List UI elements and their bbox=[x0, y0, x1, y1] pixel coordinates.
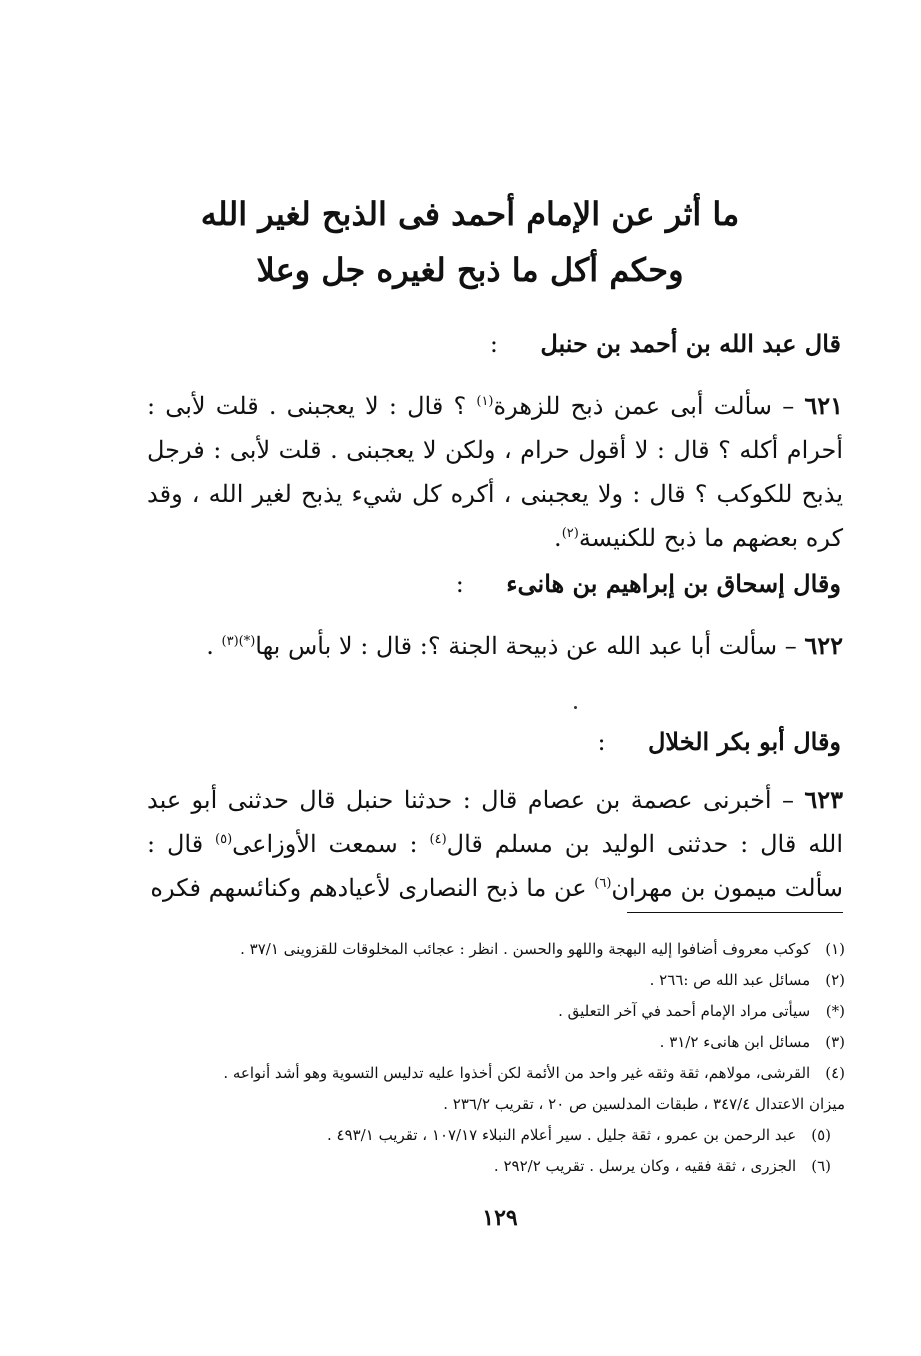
page-number: ١٢٩ bbox=[482, 1205, 518, 1231]
narration-number: ٦٢٢ bbox=[804, 631, 843, 660]
footnote-text: مسائل ابن هانىء ٣١/٢ . bbox=[659, 1033, 811, 1051]
speaker-name: وقال إسحاق بن إبراهيم بن هانىء bbox=[506, 569, 841, 598]
footnote-3 bbox=[145, 1027, 845, 1058]
footnote-5 bbox=[145, 1120, 845, 1151]
speaker-name: وقال أبو بكر الخلال bbox=[647, 727, 841, 756]
footnote-mark: (١) bbox=[825, 940, 845, 958]
narration-622 bbox=[147, 624, 843, 668]
footnote-ref: (٥) bbox=[215, 832, 233, 847]
footnote-divider bbox=[627, 912, 843, 913]
chapter-title-line-2: وحكم أكل ما ذبح لغيره جل وعلا bbox=[256, 251, 684, 289]
narration-text: قال : سألت ميمون بن مهران bbox=[147, 830, 843, 902]
footnote-text: سيأتى مراد الإمام أحمد في آخر التعليق . bbox=[558, 1002, 811, 1020]
footnote-4-continuation: ميزان الاعتدال ٣٤٧/٤ ، طبقات المدلسين ص ٢٠ ، تقريب ٢٣٦/٢ . bbox=[443, 1095, 845, 1113]
chapter-title-line-1: ما أثر عن الإمام أحمد فى الذبح لغير الله bbox=[200, 195, 740, 233]
footnote-4 bbox=[145, 1058, 845, 1089]
footnote-ref: (٢) bbox=[561, 526, 579, 541]
narration-text: : سمعت الأوزاعى bbox=[232, 830, 418, 858]
print-speck bbox=[574, 706, 577, 709]
narration-text: ؟ قال : لا يعجبنى . قلت لأبى : أحرام أكله ؟ قال : لا أقول حرام ، ولكن لا يعجبنى . قلت لأبى : فرجل يذبح للكوكب ؟ قال : ولا يعجبنى ، أكره كل شيء يذبح لغير الله ، وقد كره بعضهم ما ذبح للكنيسة bbox=[147, 392, 843, 552]
narration-text: . bbox=[554, 524, 562, 552]
speaker-colon: : bbox=[455, 570, 464, 598]
footnote-ref: (١) bbox=[476, 394, 494, 409]
narration-text: أخبرنى عصمة بن عصام قال : حدثنا حنبل قال حدثنى أبو عبد الله قال : حدثنى الوليد بن مسلم قال bbox=[147, 786, 843, 858]
footnote-mark: (٣) bbox=[825, 1033, 845, 1051]
footnote-1 bbox=[145, 934, 845, 965]
speaker-heading-2 bbox=[141, 566, 841, 602]
footnote-text: عبد الرحمن بن عمرو ، ثقة جليل . سير أعلام النبلاء ١٠٧/١٧ ، تقريب ٤٩٣/١ . bbox=[326, 1126, 797, 1144]
footnote-mark: (٢) bbox=[825, 971, 845, 989]
footnote-mark: (*) bbox=[825, 1002, 845, 1020]
speaker-colon: : bbox=[597, 728, 606, 756]
narration-dash: – bbox=[781, 786, 794, 814]
footnote-mark: (٤) bbox=[825, 1064, 845, 1082]
footnote-6 bbox=[145, 1151, 845, 1182]
footnote-star bbox=[145, 996, 845, 1027]
footnote-text: القرشى، مولاهم، ثقة وثقه غير واحد من الأئمة لكن أخذوا عليه تدليس التسوية وهو أشد أنواعه . bbox=[223, 1064, 811, 1082]
speaker-heading-3 bbox=[141, 724, 841, 760]
narration-text: . bbox=[206, 632, 214, 660]
footnote-text: مسائل عبد الله ص :٢٦٦ . bbox=[649, 971, 811, 989]
footnote-text: الجزرى ، ثقة فقيه ، وكان يرسل . تقريب ٢٩٢/٢ . bbox=[493, 1157, 797, 1175]
narration-number: ٦٢١ bbox=[804, 391, 844, 420]
narration-623 bbox=[147, 778, 843, 910]
footnote-ref: (*)(٣) bbox=[221, 634, 256, 649]
narration-dash: – bbox=[782, 392, 795, 420]
speaker-heading-1 bbox=[141, 326, 841, 362]
narration-dash: – bbox=[784, 632, 797, 660]
footnote-ref: (٦) bbox=[594, 876, 612, 891]
footnote-ref: (٤) bbox=[429, 832, 447, 847]
speaker-name: قال عبد الله بن أحمد بن حنبل bbox=[540, 329, 841, 358]
narration-621 bbox=[147, 384, 843, 560]
footnotes bbox=[145, 934, 845, 1182]
footnote-mark: (٦) bbox=[811, 1157, 831, 1175]
narration-text: سألت أبا عبد الله عن ذبيحة الجنة ؟: قال : لا بأس بها bbox=[255, 632, 778, 660]
narration-number: ٦٢٣ bbox=[804, 785, 843, 814]
footnote-2 bbox=[145, 965, 845, 996]
narration-text: سألت أبى عمن ذبح للزهرة bbox=[493, 392, 773, 420]
footnote-mark: (٥) bbox=[811, 1126, 831, 1144]
chapter-title bbox=[150, 186, 790, 298]
speaker-colon: : bbox=[489, 330, 498, 358]
narration-text: عن ما ذبح النصارى لأعيادهم وكنائسهم فكره bbox=[150, 874, 587, 902]
footnote-text: كوكب معروف أضافوا إليه البهجة واللهو والحسن . انظر : عجائب المخلوقات للقزوينى ٣٧/١ . bbox=[240, 940, 811, 958]
